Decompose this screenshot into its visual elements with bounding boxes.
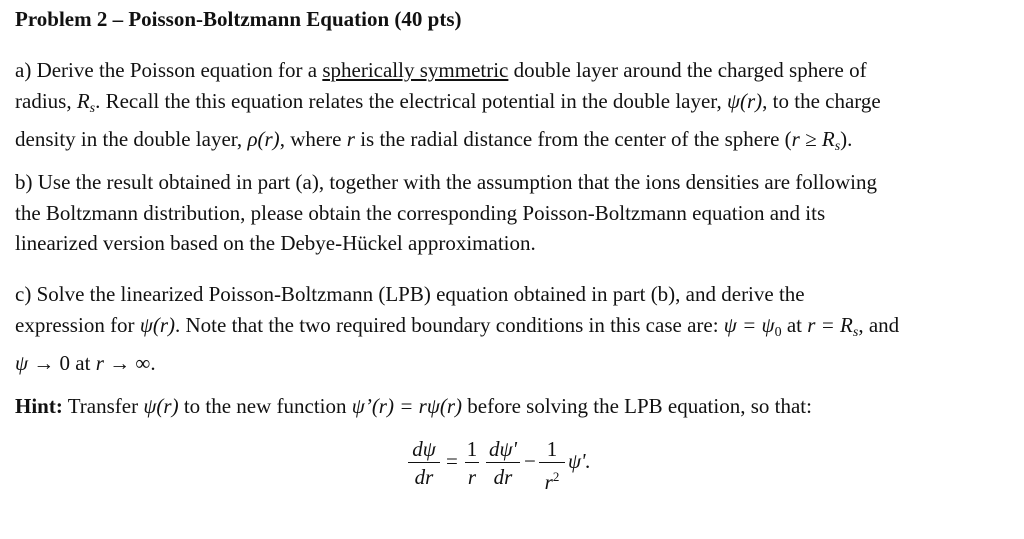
- frac-dpsi-dr: [408, 436, 440, 491]
- part-a-line-2: [15, 86, 1015, 125]
- symbol-r: r: [95, 351, 104, 375]
- symbol-r: r: [346, 127, 355, 151]
- part-c-line-3: [15, 348, 1015, 379]
- text: . Recall the this equation relates the electrical potential in the double layer,: [95, 88, 727, 113]
- symbol-psi-r: ψ(r): [143, 394, 179, 418]
- part-a-line-3: [15, 124, 1015, 163]
- part-b-line-3: linearized version based on the Debye-Hückel approximation.: [15, 231, 536, 255]
- underlined-term: spherically symmetric: [322, 58, 509, 82]
- hint-line: [15, 391, 1015, 422]
- numerator: 1: [546, 437, 558, 461]
- text: radius,: [15, 88, 77, 113]
- text: , to the charge: [762, 88, 881, 113]
- part-a: [15, 55, 1015, 163]
- subscript-s: s: [834, 139, 841, 154]
- text: density in the double layer,: [15, 127, 248, 151]
- denominator: dr: [414, 465, 434, 489]
- denominator: dr: [493, 465, 513, 489]
- exponent: 2: [552, 469, 560, 484]
- boundary-eq: ψ = ψ: [723, 312, 775, 337]
- text: , where: [279, 127, 347, 151]
- frac-1-over-r2: [539, 436, 565, 496]
- denominator: [539, 463, 565, 496]
- symbol-R: R: [76, 88, 90, 113]
- text: , and: [858, 312, 900, 337]
- symbol-psi-r: ψ(r): [139, 312, 176, 337]
- subscript-0: 0: [774, 324, 782, 340]
- condition: r ≥ R: [791, 127, 835, 151]
- r-symbol: r: [544, 470, 553, 494]
- problem-title: Problem 2 – Poisson-Boltzmann Equation (40 pts): [15, 7, 462, 31]
- part-b-line-1: b) Use the result obtained in part (a), together with the assumption that the ions densities are following: [15, 170, 877, 194]
- text: before solving the LPB equation, so that:: [462, 394, 812, 418]
- part-b-line-2: the Boltzmann distribution, please obtain the corresponding Poisson-Boltzmann equation and its: [15, 200, 826, 225]
- hint: [15, 391, 1015, 422]
- text: a) Derive the Poisson equation for a: [15, 58, 323, 82]
- text: → 0 at: [28, 351, 96, 375]
- denominator: r: [467, 465, 477, 489]
- symbol-psi: ψ: [15, 351, 29, 375]
- symbol-psi-r: ψ(r): [726, 88, 763, 113]
- text: Transfer: [62, 394, 144, 418]
- new-function: ψ’(r) = rψ(r): [351, 394, 463, 418]
- text: → ∞.: [103, 351, 156, 375]
- frac-1-over-r: [465, 436, 479, 491]
- text: to the new function: [178, 394, 352, 418]
- part-b: [15, 167, 1015, 259]
- text: ).: [840, 127, 853, 151]
- numerator: dψ: [412, 437, 436, 461]
- equals-sign: =: [446, 449, 458, 473]
- psi-prime-term: ψ'.: [568, 449, 591, 473]
- part-a-line-1: [15, 55, 1015, 86]
- subscript-s: s: [852, 324, 859, 340]
- text: at: [781, 312, 808, 337]
- boundary-r: r = R: [807, 312, 853, 337]
- subscript-s: s: [89, 100, 96, 116]
- text: expression for: [15, 312, 140, 337]
- part-c: [15, 279, 1015, 379]
- hint-label: Hint:: [15, 394, 63, 418]
- part-c-line-1: c) Solve the linearized Poisson-Boltzmann (LPB) equation obtained in part (b), and derive the: [15, 282, 805, 306]
- text: double layer around the charged sphere of: [508, 58, 867, 82]
- text: is the radial distance from the center of the sphere (: [354, 127, 792, 151]
- symbol-rho-r: ρ(r): [247, 127, 280, 151]
- part-c-line-2: [15, 310, 1015, 349]
- text: . Note that the two required boundary conditions in this case are:: [175, 312, 724, 337]
- minus-sign: −: [524, 449, 536, 473]
- numerator: dψ': [488, 437, 518, 461]
- numerator: 1: [466, 437, 478, 461]
- frac-dpsiprime-dr: [486, 436, 520, 491]
